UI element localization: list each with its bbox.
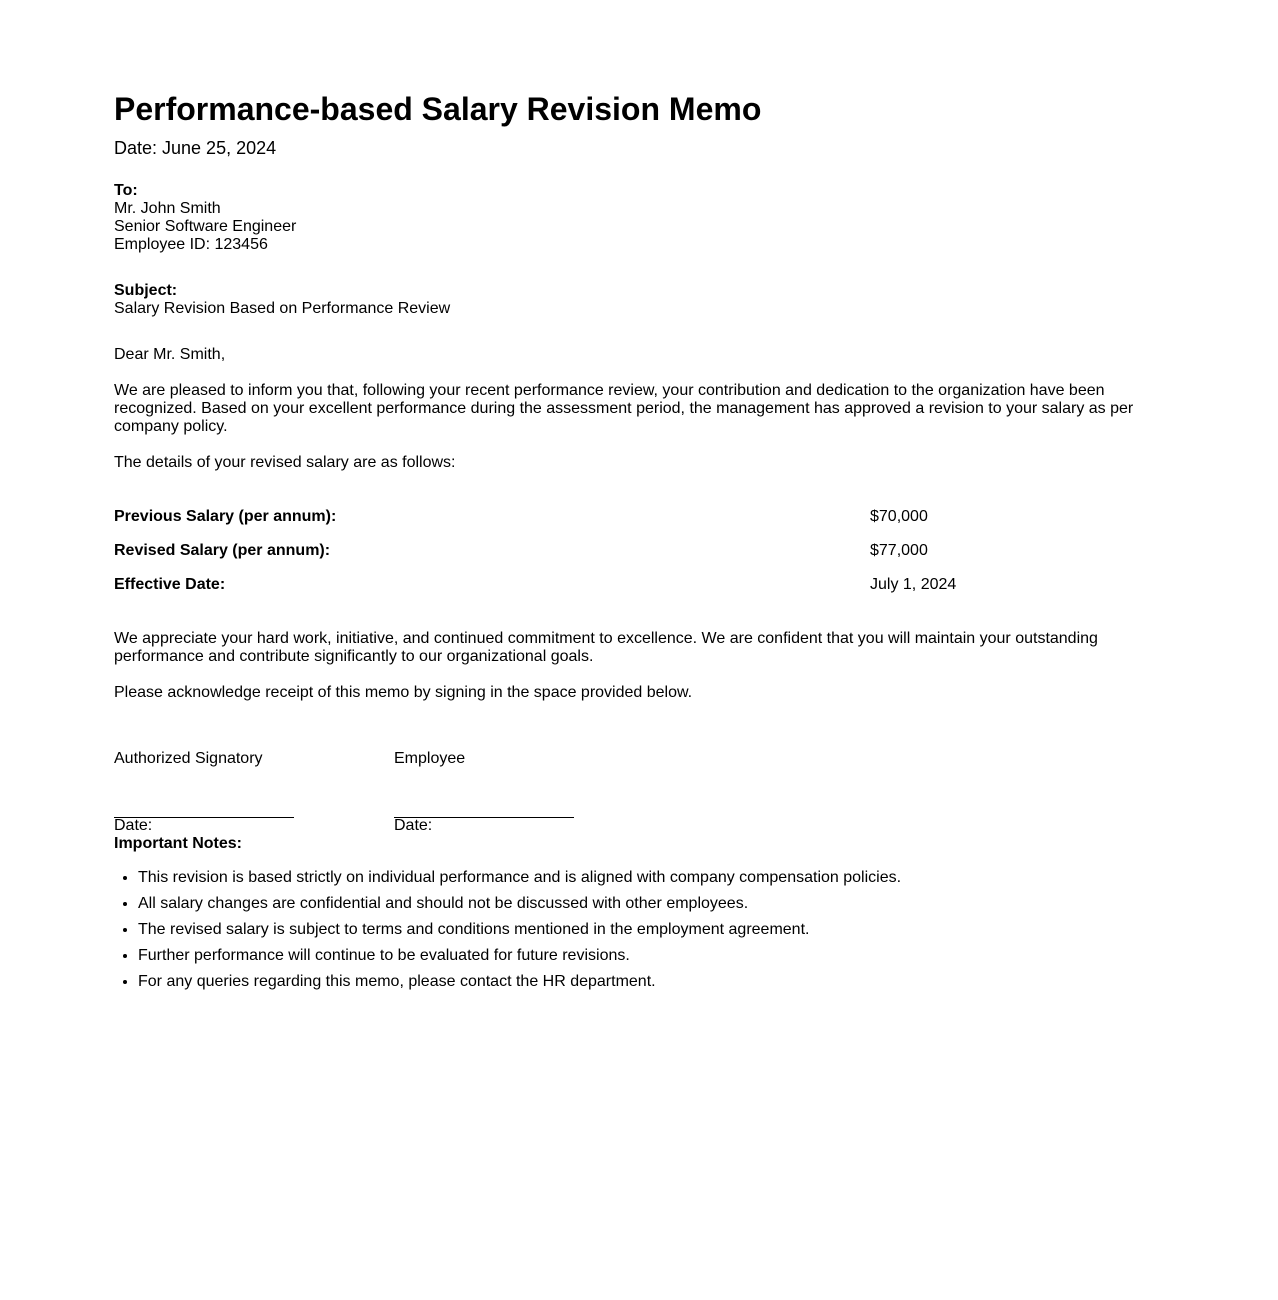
list-item: • For any queries regarding this memo, please contact the HR department. xyxy=(138,973,1138,991)
recipient-block xyxy=(114,182,1164,254)
list-item: • All salary changes are confidential and should not be discussed with other employees. xyxy=(138,895,1138,913)
recipient-employee-id: Employee ID: 123456 xyxy=(114,236,268,253)
salary-row-effective-date xyxy=(114,576,1164,610)
list-item: • The revised salary is subject to terms and conditions mentioned in the employment agreement. xyxy=(138,921,1138,939)
acknowledgement-paragraph: Please acknowledge receipt of this memo by signing in the space provided below. xyxy=(114,684,693,701)
salary-row-revised xyxy=(114,542,1164,576)
authorized-signatory-label: Authorized Signatory xyxy=(114,750,263,767)
salary-details-table xyxy=(114,508,1164,610)
to-label: To: xyxy=(114,182,138,199)
memo-title: Performance-based Salary Revision Memo xyxy=(114,91,762,127)
appreciation-paragraph: We appreciate your hard work, initiative, and continued commitment to excellence. We are confident that you will maintain your outstanding performance and contribute significantly to our organizational goals. xyxy=(114,630,1098,665)
list-item: • This revision is based strictly on individual performance and is aligned with company compensation policies. xyxy=(138,869,1138,887)
salary-label: Revised Salary (per annum): xyxy=(114,542,331,559)
salary-value: $70,000 xyxy=(870,508,928,525)
greeting: Dear Mr. Smith, xyxy=(114,346,226,363)
authorized-signatory-block xyxy=(114,750,294,834)
salary-label: Effective Date: xyxy=(114,576,226,593)
important-notes-title: Important Notes: xyxy=(114,835,242,852)
recipient-position: Senior Software Engineer xyxy=(114,218,297,235)
employee-signature-block xyxy=(394,750,574,834)
subject-block xyxy=(114,282,1164,318)
salary-value: $77,000 xyxy=(870,542,928,559)
salary-value: July 1, 2024 xyxy=(870,576,957,593)
employee-date-label: Date: xyxy=(394,817,433,834)
authorized-date-label: Date: xyxy=(114,817,153,834)
details-intro: The details of your revised salary are as follows: xyxy=(114,454,456,471)
recipient-name: Mr. John Smith xyxy=(114,200,221,217)
memo-date: Date: June 25, 2024 xyxy=(114,138,277,158)
subject-text: Salary Revision Based on Performance Review xyxy=(114,300,451,317)
subject-label: Subject: xyxy=(114,282,178,299)
important-notes-list xyxy=(114,869,1138,999)
salary-label: Previous Salary (per annum): xyxy=(114,508,337,525)
list-item: • Further performance will continue to be evaluated for future revisions. xyxy=(138,947,1138,965)
intro-paragraph: We are pleased to inform you that, following your recent performance review, your contribution and dedication to the organization have been recognized. Based on your excellent performance during the assessment period, the management has approved a revision to your salary as per company policy. xyxy=(114,382,1134,435)
employee-signatory-label: Employee xyxy=(394,750,466,767)
salary-row-previous xyxy=(114,508,1164,542)
